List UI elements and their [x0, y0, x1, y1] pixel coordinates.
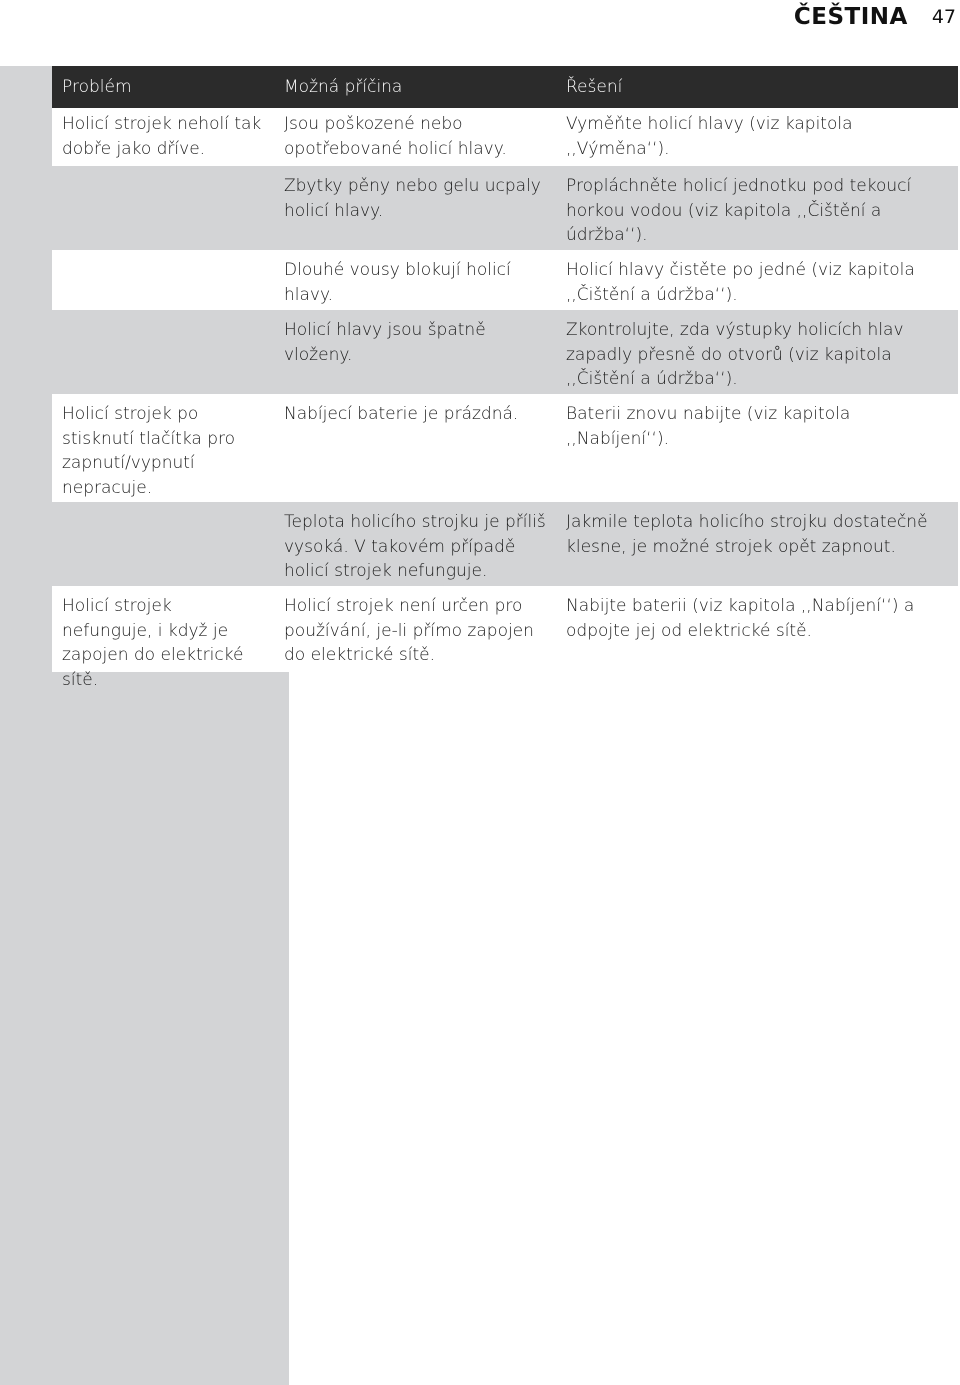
solution-cell: Propláchněte holicí jednotku pod tekoucí horkou vodou (viz kapitola ,,Čištění a údržba‘‘). [566, 176, 912, 245]
cause-cell: Zbytky pěny nebo gelu ucpaly holicí hlavy. [284, 176, 541, 221]
cause-cell: Holicí hlavy jsou špatně vloženy. [284, 320, 486, 365]
column-header-problem: Problém [62, 76, 132, 97]
problem-cell [52, 258, 274, 310]
table-row [52, 310, 958, 394]
table-row [52, 502, 958, 586]
table-row [52, 108, 958, 166]
solution-cell: Zkontrolujte, zda výstupky holicích hlav zapadly přesně do otvorů (viz kapitola ,,Čištění a údržba‘‘). [566, 320, 904, 389]
cause-cell: Holicí strojek není určen pro používání, je-li přímo zapojen do elektrické sítě. [284, 596, 534, 665]
solution-cell: Nabijte baterii (viz kapitola ,,Nabíjení‘‘) a odpojte jej od elektrické sítě. [566, 596, 915, 641]
troubleshooting-table [52, 66, 958, 690]
column-header-cause: Možná příčina [284, 76, 403, 97]
section-title: ČEŠTINA [793, 4, 908, 30]
table-row [52, 250, 958, 310]
cause-cell: Nabíjecí baterie je prázdná. [284, 404, 519, 424]
solution-cell: Jakmile teplota holicího strojku dostatečně klesne, je možné strojek opět zapnout. [566, 512, 928, 557]
cause-cell: Teplota holicího strojku je příliš vysoká. V takovém případě holicí strojek nefunguje. [284, 512, 546, 581]
table-row [52, 166, 958, 250]
problem-cell [52, 510, 274, 586]
solution-cell: Holicí hlavy čistěte po jedné (viz kapitola ,,Čištění a údržba‘‘). [566, 260, 915, 305]
problem-cell: Holicí strojek po stisknutí tlačítka pro zapnutí/vypnutí nepracuje. [62, 404, 236, 498]
problem-cell [52, 318, 274, 394]
solution-cell: Vyměňte holicí hlavy (viz kapitola ,,Výměna‘‘). [566, 114, 853, 159]
problem-cell [52, 174, 274, 250]
table-header [52, 66, 958, 108]
table-row [52, 586, 958, 690]
cause-cell: Jsou poškozené nebo opotřebované holicí hlavy. [284, 114, 507, 159]
cause-cell: Dlouhé vousy blokují holicí hlavy. [284, 260, 511, 305]
column-header-solution: Řešení [566, 76, 623, 97]
problem-cell: Holicí strojek neholí tak dobře jako dříve. [62, 114, 262, 159]
problem-cell: Holicí strojek nefunguje, i když je zapojen do elektrické sítě. [62, 596, 244, 690]
table-row [52, 394, 958, 502]
page-number: 47 [931, 6, 956, 28]
page-header [794, 2, 958, 32]
solution-cell: Baterii znovu nabijte (viz kapitola ,,Nabíjení‘‘). [566, 404, 851, 449]
